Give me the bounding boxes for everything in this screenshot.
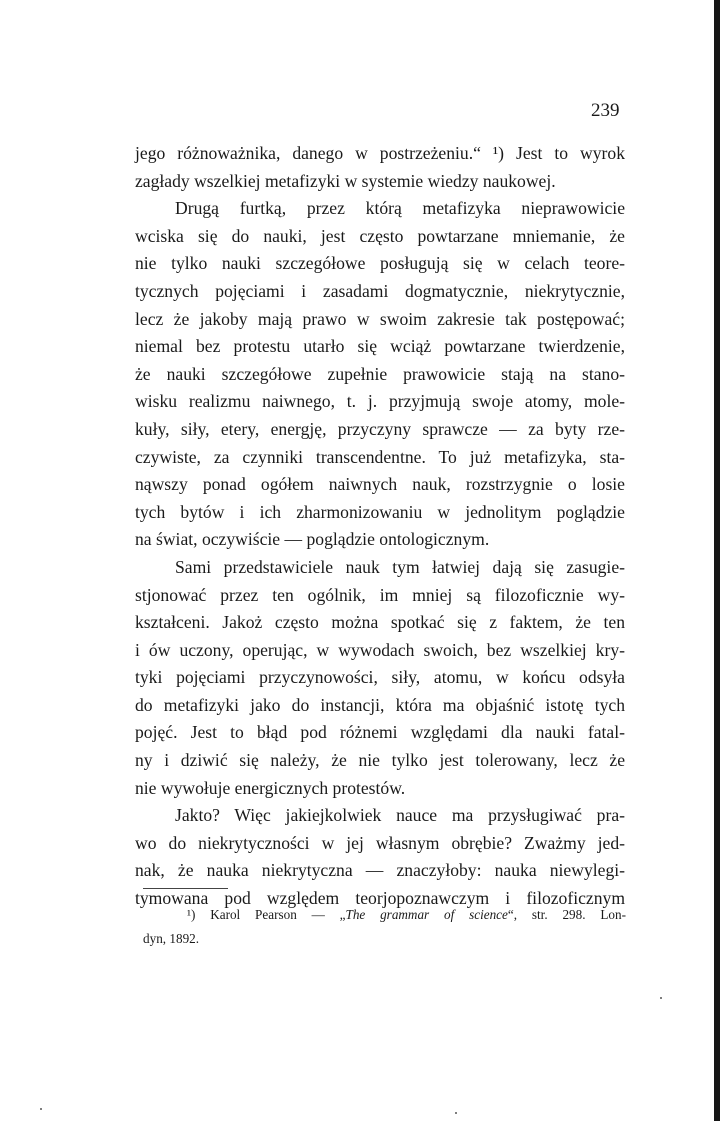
footnote-line: [143, 903, 626, 927]
footnote: [143, 903, 626, 951]
text-line: tych bytów i ich zharmonizowaniu w jednolitym poglądzie: [135, 501, 625, 522]
footnote-rule: [143, 888, 228, 889]
text-line: Drugą furtką, przez którą metafizyka nieprawowicie: [175, 198, 625, 219]
text-line: stjonować przez ten ogólnik, im mniej są filozoficznie wy-: [135, 584, 625, 605]
text-line: niemal bez protestu utarło się wciąż powtarzane twierdzenie,: [135, 336, 625, 357]
scan-speck: [455, 1112, 457, 1114]
text-line: tyki pojęciami przyczynowości, siły, atomu, w końcu odsyła: [135, 667, 625, 688]
text-line: nak, że nauka niekrytyczna — znaczyłoby: nauka niewylegi-: [135, 860, 625, 881]
scan-speck: [660, 997, 662, 999]
footnote-line: dyn, 1892.: [143, 931, 200, 946]
text-line: Jakto? Więc jakiejkolwiek nauce ma przysługiwać pra-: [175, 805, 625, 826]
footnote-title: The grammar of science: [345, 907, 508, 922]
text-line: tymowana pod względem teorjopoznawczym i filozoficznym: [135, 888, 625, 909]
page-number: 239: [591, 100, 620, 121]
text-line: tycznych pojęciami i zasadami dogmatycznie, niekrytycznie,: [135, 280, 625, 301]
footnote-author: Karol Pearson — „: [210, 907, 346, 922]
text-line: wciska się do nauki, jest często powtarzane mniemanie, że: [135, 225, 625, 246]
text-line: ny i dziwić się należy, że nie tylko jest tolerowany, lecz że: [135, 750, 625, 771]
text-line: kształceni. Jakoż często można spotkać się z faktem, że ten: [135, 612, 625, 633]
text-line: jego różnoważnika, danego w postrzeżeniu.“ ¹) Jest to wyrok: [135, 143, 625, 163]
text-line: zagłady wszelkiej metafizyki w systemie wiedzy naukowej.: [135, 170, 556, 191]
text-line: wo do niekrytyczności w jej własnym obrębie? Zważmy jed-: [135, 832, 625, 853]
text-line: na świat, oczywiście — poglądzie ontologicznym.: [135, 529, 490, 550]
text-line: czywiste, za czynniki transcendentne. To już metafizyka, sta-: [135, 446, 625, 467]
text-line: kuły, siły, etery, energję, przyczyny sprawcze — za byty rze-: [135, 418, 625, 439]
text-line: i ów uczony, operując, w wywodach swoich, bez wszelkiej kry-: [135, 639, 625, 660]
text-line: nie tylko nauki szczegółowe posługują się w celach teore-: [135, 253, 625, 274]
scan-edge: [714, 0, 720, 1121]
footnote-marker: ¹): [187, 907, 196, 922]
text-line: pojęć. Jest to błąd pod różnemi względami dla nauki fatal-: [135, 722, 625, 743]
scan-speck: [40, 1108, 42, 1110]
text-line: nie wywołuje energicznych protestów.: [135, 777, 406, 798]
text-line: do metafizyki jako do instancji, która ma objaśnić istotę tych: [135, 694, 625, 715]
text-line: Sami przedstawiciele nauk tym łatwiej dają się zasugie-: [175, 556, 625, 577]
text-line: nąwszy ponad ogółem naiwnych nauk, rozstrzygnie o losie: [135, 474, 625, 495]
body-text: [135, 140, 625, 913]
text-line: lecz że jakoby mają prawo w swoim zakresie tak postępować;: [135, 308, 625, 329]
footnote-reference: “, str. 298. Lon-: [507, 907, 627, 922]
text-line: że nauki szczegółowe zupełnie prawowicie stają na stano-: [135, 363, 625, 384]
text-line: wisku realizmu naiwnego, t. j. przyjmują swoje atomy, mole-: [135, 391, 625, 412]
